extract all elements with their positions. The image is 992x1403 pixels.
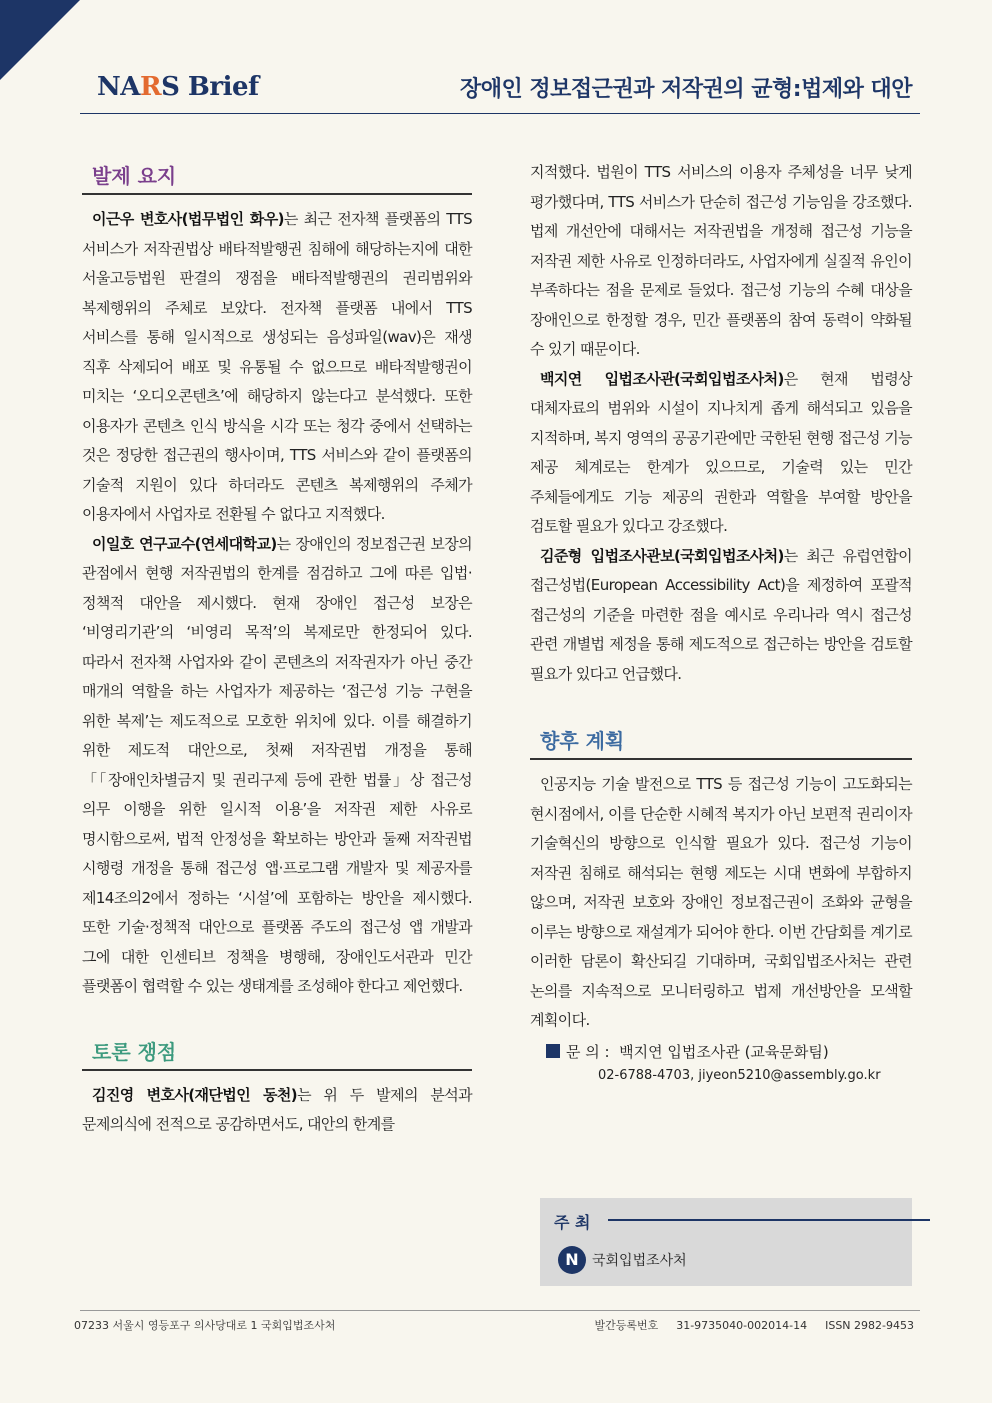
section-heading-plan: 향후 계획 xyxy=(530,725,912,760)
speaker-name: 백지연 입법조사관(국회입법조사처) xyxy=(540,369,784,388)
contact-detail: 02-6788-4703, jiyeon5210@assembly.go.kr xyxy=(598,1067,881,1083)
host-label: 주 최 xyxy=(554,1213,591,1232)
header-divider xyxy=(80,113,920,114)
host-box xyxy=(540,1198,912,1286)
presentation-paragraph-1: 이근우 변호사(법무법인 화우)는 최근 전자책 플랫폼의 TTS 서비스가 저작권법상 배타적발행권 침해에 해당하는지에 대한 서울고등법원 판결의 쟁점을 배타적발행권의 권리범위와 복제행위의 주체로 보았다. 전자책 플랫폼 내에서 TTS 서비스를 통해 일시적으로 생성되는 음성파일(wav)은 재생 직후 삭제되어 배포 및 유통될 수 없으므로 배타적발행권이 미치는 ‘오디오콘텐츠’에 해당하지 않는다고 분석했다. 또한 이용자가 콘텐츠 인식 방식을 시각 또는 청각 중에서 선택하는 것은 정당한 접근권의 행사이며, TTS 서비스와 같이 플랫폼의 기술적 지원이 있다 하더라도 콘텐츠 복제행위의 주체가 이용자에서 사업자로 전환될 수 없다고 지적했다. xyxy=(82,210,473,523)
left-column xyxy=(82,160,472,1140)
section-heading-debate: 토론 쟁점 xyxy=(82,1036,472,1071)
speaker-name: 이일호 연구교수(연세대학교) xyxy=(92,534,277,553)
right-column xyxy=(530,158,912,1088)
corner-triangle xyxy=(0,0,80,80)
debate-paragraph-3: 김준형 입법조사관보(국회입법조사처)는 최근 유럽연합이 접근성법(European Accessibility Act)을 제정하여 포괄적 접근성의 기준을 마련한 점을 예시로 우리나라 역시 접근성 관련 개별법 제정을 통해 제도적으로 접근하는 방안을 검토할 필요가 있다고 언급했다. xyxy=(530,546,912,683)
document-title: 장애인 정보접근권과 저작권의 균형:법제와 대안 xyxy=(460,77,912,102)
speaker-name: 김진영 변호사(재단법인 동천) xyxy=(92,1085,298,1104)
assembly-seal-icon: N xyxy=(558,1246,586,1274)
contact-name: 백지연 입법조사관 (교육문화팀) xyxy=(619,1042,829,1061)
debate-paragraph-1-continued: 지적했다. 법원이 TTS 서비스의 이용자 주체성을 너무 낮게 평가했다며, TTS 서비스가 단순히 접근성 기능임을 강조했다. 법제 개선안에 대해서는 저작권법을 개정해 접근성 기능을 저작권 제한 사유로 인정하더라도, 사업자에게 실질적 유인이 부족하다는 점을 문제로 들었다. 접근성 기능의 수혜 대상을 장애인으로 한정할 경우, 민간 플랫폼의 참여 동력이 약화될 수 있기 때문이다. xyxy=(530,163,912,358)
host-divider xyxy=(608,1219,930,1221)
debate-paragraph-2: 백지연 입법조사관(국회입법조사처)은 현재 법령상 대체자료의 범위와 시설이 지나치게 좁게 해석되고 있음을 지적하며, 복지 영역의 공공기관에만 국한된 현행 접근성 기능 제공 체계로는 한계가 있으므로, 기술력 있는 민간 주체들에게도 기능 제공의 권한과 역할을 부여할 방안을 검토할 필요가 있다고 강조했다. xyxy=(530,369,912,535)
plan-paragraph: 인공지능 기술 발전으로 TTS 등 접근성 기능이 고도화되는 현시점에서, 이를 단순한 시혜적 복지가 아닌 보편적 권리이자 기술혁신의 방향으로 인식할 필요가 있다. 접근성 기능이 저작권 침해로 해석되는 현행 제도는 시대 변화에 부합하지 않으며, 저작권 보호와 장애인 정보접근권이 조화와 균형을 이루는 방향으로 재설계가 되어야 한다. 이번 간담회를 계기로 이러한 담론이 확산되길 기대하며, 국회입법조사처는 관련 논의를 지속적으로 모니터링하고 법제 개선방안을 모색할 계획이다. xyxy=(530,775,912,1029)
nars-brief-logo: NARS Brief xyxy=(97,72,259,102)
square-bullet-icon xyxy=(546,1044,560,1058)
speaker-name: 이근우 변호사(법무법인 화우) xyxy=(92,210,284,228)
footer-address: 07233 서울시 영등포구 의사당대로 1 국회입법조사처 xyxy=(74,1319,336,1332)
speaker-name: 김준형 입법조사관보(국회입법조사처) xyxy=(540,546,784,565)
host-organization: 국회입법조사처 xyxy=(592,1253,687,1269)
footer-registration: 발간등록번호 31-9735040-002014-14 ISSN 2982-9453 xyxy=(594,1319,914,1332)
debate-paragraph-1: 김진영 변호사(재단법인 동천)는 위 두 발제의 분석과 문제의식에 전적으로 공감하면서도, 대안의 한계를 xyxy=(82,1085,472,1133)
section-heading-presentation: 발제 요지 xyxy=(82,160,472,195)
contact-info: 문 의 : 백지연 입법조사관 (교육문화팀) 02-6788-4703, jiyeon5210@assembly.go.kr xyxy=(530,1040,912,1088)
footer-divider xyxy=(80,1310,920,1311)
presentation-paragraph-2: 이일호 연구교수(연세대학교)는 장애인의 정보접근권 보장의 관점에서 현행 저작권법의 한계를 점검하고 그에 따른 입법·정책적 대안을 제시했다. 현재 장애인 접근성 보장은 ‘비영리기관’의 ‘비영리 목적’의 복제로만 한정되어 있다. 따라서 전자책 사업자와 같이 콘텐츠의 저작권자가 아닌 중간 매개의 역할을 하는 사업자가 제공하는 ‘접근성 기능 구현을 위한 복제’는 제도적으로 모호한 위치에 있다. 이를 해결하기 위한 제도적 대안으로, 첫째 저작권법 개정을 통해 「「장애인차별금지 및 권리구제 등에 관한 법률」상 접근성 의무 이행을 위한 일시적 이용’을 저작권 제한 사유로 명시함으로써, 법적 안정성을 확보하는 방안과 둘째 저작권법 시행령 개정을 통해 접근성 앱·프로그램 개발자 및 제공자를 제14조의2에서 정하는 ‘시설’에 포함하는 방안을 제시했다. 또한 기술·정책적 대안으로 플랫폼 주도의 접근성 앱 개발과 그에 대한 인센티브 정책을 병행해, 장애인도서관과 민간 플랫폼이 협력할 수 있는 생태계를 조성해야 한다고 제언했다. xyxy=(82,534,472,995)
